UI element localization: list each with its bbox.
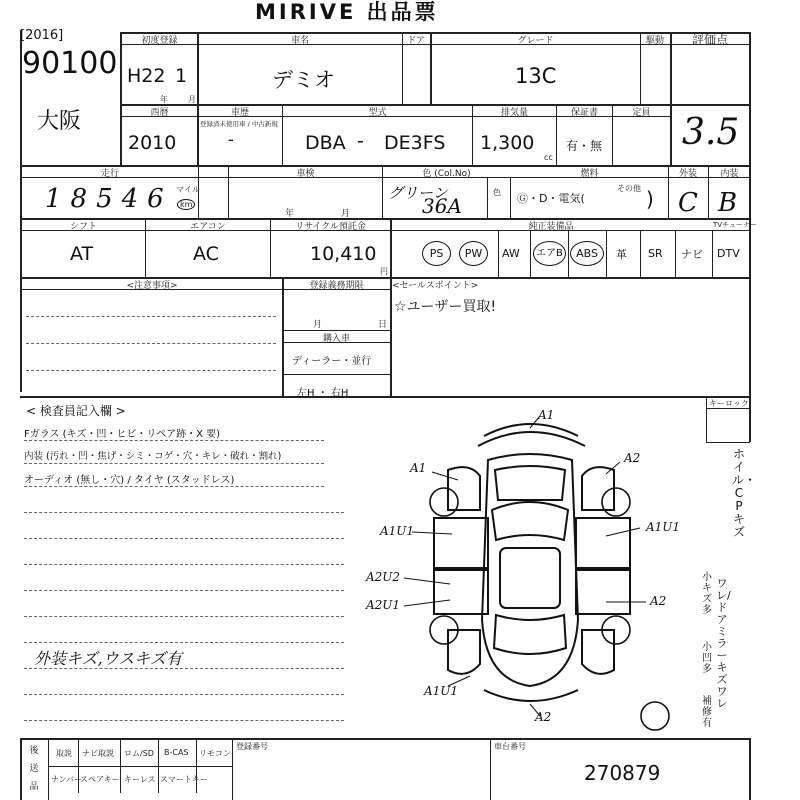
equipment-ps: PS <box>422 241 451 266</box>
sales-point-header: <セールスポイント> <box>392 281 479 291</box>
chassis-label: 車台番号 <box>494 742 526 751</box>
inspector-line-glass: Fガラス (キズ・凹・ヒビ・リペア跡・X 要) <box>24 429 221 440</box>
location: 大阪 <box>37 109 82 134</box>
model-header: 型式 <box>368 108 387 118</box>
interior-header: 内装 <box>720 169 739 179</box>
purchase-header: 購入車 <box>322 334 350 344</box>
model-code: DE3FS <box>384 132 446 154</box>
displacement-value: 1,300 <box>480 132 535 154</box>
first-reg-header: 初度登録 <box>141 36 178 46</box>
model-year-value: 2010 <box>128 132 177 154</box>
mileage-unit-top: マイル <box>176 185 200 194</box>
capacity-header: 定員 <box>632 108 651 118</box>
fuel-label: 色 <box>493 188 501 197</box>
car-name-header: 車名 <box>290 36 309 46</box>
mileage-unit: km <box>177 199 195 210</box>
recycle-unit: 円 <box>380 267 388 276</box>
dealer-value: ディーラー・並行 <box>292 356 372 367</box>
evaluation-header: 評価点 <box>691 33 728 47</box>
aircon-header: エアコン <box>190 222 226 232</box>
color-header: 色 (Col.No) <box>422 169 471 179</box>
lot-number: 90100 <box>22 46 118 81</box>
warranty-value: 有・無 <box>566 139 603 153</box>
inspector-note: 外装キズ,ウスキズ有 <box>34 649 182 668</box>
steering-value: 左H ・ 右H <box>297 388 349 399</box>
mileage-header: 走行 <box>100 169 119 179</box>
key-lock-label: キーロック <box>709 399 749 408</box>
footer-item-smart-key: スマートキー <box>160 775 208 784</box>
footer-item-rom: ロム/SD <box>124 749 154 758</box>
reg-number-label: 登録番号 <box>236 742 268 751</box>
damage-mark-front: A1 <box>538 408 555 422</box>
inspection-year: 年 <box>285 209 295 219</box>
aircon-value: AC <box>193 243 219 265</box>
history-header: 車歴 <box>230 108 249 118</box>
sheet-title: MIRIVE 出品票 <box>255 0 439 24</box>
year-unit: 年 <box>160 95 168 104</box>
footer-side-label: 後送品 <box>29 746 39 792</box>
equipment-dtv: DTV <box>717 247 740 260</box>
door-header: ドア <box>407 36 425 46</box>
mileage-value: 18546 <box>45 184 173 214</box>
equipment-navi: ナビ <box>681 248 703 261</box>
history-value: - <box>228 130 234 149</box>
fuel-close: ) <box>646 187 654 211</box>
first-reg-era: H22 <box>127 65 166 87</box>
fuel-header: 燃料 <box>580 169 599 179</box>
damage-mark-left-bottom: A1U1 <box>424 684 459 698</box>
side-mirror: ワレ/ドアミラーキズワレ <box>716 577 731 710</box>
model-prefix: DBA <box>305 132 346 154</box>
inspection-month: 月 <box>341 209 351 219</box>
footer-item-navi-manual: ナビ取説 <box>82 749 114 758</box>
equipment-airbag: エアB <box>533 241 566 266</box>
color-code: 36A <box>422 194 462 218</box>
evaluation-value: 3.5 <box>682 112 740 153</box>
damage-mark-rear: A2 <box>535 710 552 724</box>
damage-mark-left-rear: A2U1 <box>366 598 401 612</box>
inspection-header: 車検 <box>296 169 315 179</box>
warranty-header: 保証書 <box>570 108 598 118</box>
color-name: グリーン <box>388 184 448 202</box>
car-name-value: デミオ <box>272 68 335 92</box>
grade-value: 13C <box>515 64 557 88</box>
exterior-header: 外装 <box>678 169 697 179</box>
recycle-header: リサイクル預託金 <box>295 222 366 232</box>
damage-mark-right-rear: A2 <box>650 594 667 608</box>
side-small-scratch: 小キズ多 <box>702 572 712 616</box>
recycle-value: 10,410 <box>310 243 377 265</box>
sales-point-text: ☆ユーザー買取! <box>394 299 497 315</box>
footer-item-bcas: B-CAS <box>164 748 189 757</box>
footer-item-manual: 取説 <box>56 749 72 758</box>
tuner-label: TVチューナー <box>713 221 757 229</box>
fuel-options: Ⓖ・D・電気( <box>517 192 585 205</box>
equipment-pw: PW <box>459 241 488 266</box>
drive-header: 駆動 <box>645 36 664 46</box>
inspector-line-audio: オーディオ (無し・穴) / タイヤ (スタッドレス) <box>24 475 235 486</box>
side-repair: 補修有 <box>702 696 712 729</box>
model-dash: - <box>357 130 364 152</box>
interior-grade: B <box>718 188 738 218</box>
footer-item-keyless: キーレス <box>124 775 156 784</box>
footer-item-spare-key: スペアキー <box>80 775 120 784</box>
model-year-header: 西暦 <box>150 108 169 118</box>
reg-expiry-month: 月 <box>313 320 323 330</box>
damage-mark-right-front: A2 <box>624 451 641 465</box>
footer-item-remote: リモコン <box>199 749 231 758</box>
damage-mark-left-front: A1 <box>410 461 427 475</box>
reg-expiry-day: 日 <box>378 320 388 330</box>
grade-header: グレード <box>517 36 554 46</box>
fuel-other: その他 <box>617 184 641 193</box>
exterior-grade: C <box>678 188 698 218</box>
displacement-unit: cc <box>544 153 553 162</box>
equipment-aw: AW <box>502 247 520 260</box>
inspector-title: < 検査員記入欄 > <box>26 404 126 418</box>
chassis-number: 270879 <box>584 761 661 785</box>
equipment-leather: 革 <box>616 248 627 261</box>
damage-mark-left-door-rear: A2U2 <box>366 570 401 584</box>
side-wheel: ホイル・CPキズ <box>732 447 757 539</box>
first-reg-month: 1 <box>175 65 188 87</box>
damage-mark-right-door-front: A1U1 <box>646 520 681 534</box>
displacement-header: 排気量 <box>500 108 528 118</box>
month-unit: 月 <box>188 95 196 104</box>
footer-item-plate: ナンバー <box>51 775 83 784</box>
history-note: 登録済未使用車 / 中古新規 <box>200 120 278 128</box>
reg-expiry-header: 登録義務期限 <box>309 281 364 291</box>
inspector-line-interior: 内装 (汚れ・凹・焦げ・シミ・コゲ・穴・キレ・破れ・割れ) <box>24 451 282 462</box>
equipment-sr: SR <box>648 247 663 260</box>
damage-mark-left-door-front: A1U1 <box>380 524 415 538</box>
shift-value: AT <box>70 243 94 265</box>
shift-header: シフト <box>69 222 97 232</box>
equipment-header: 純正装備品 <box>528 222 574 232</box>
year-code: [2016] <box>20 28 64 43</box>
notes-header: <注意事項> <box>126 281 178 291</box>
equipment-abs: ABS <box>570 241 604 266</box>
side-small-dent: 小凹多 <box>702 642 712 675</box>
